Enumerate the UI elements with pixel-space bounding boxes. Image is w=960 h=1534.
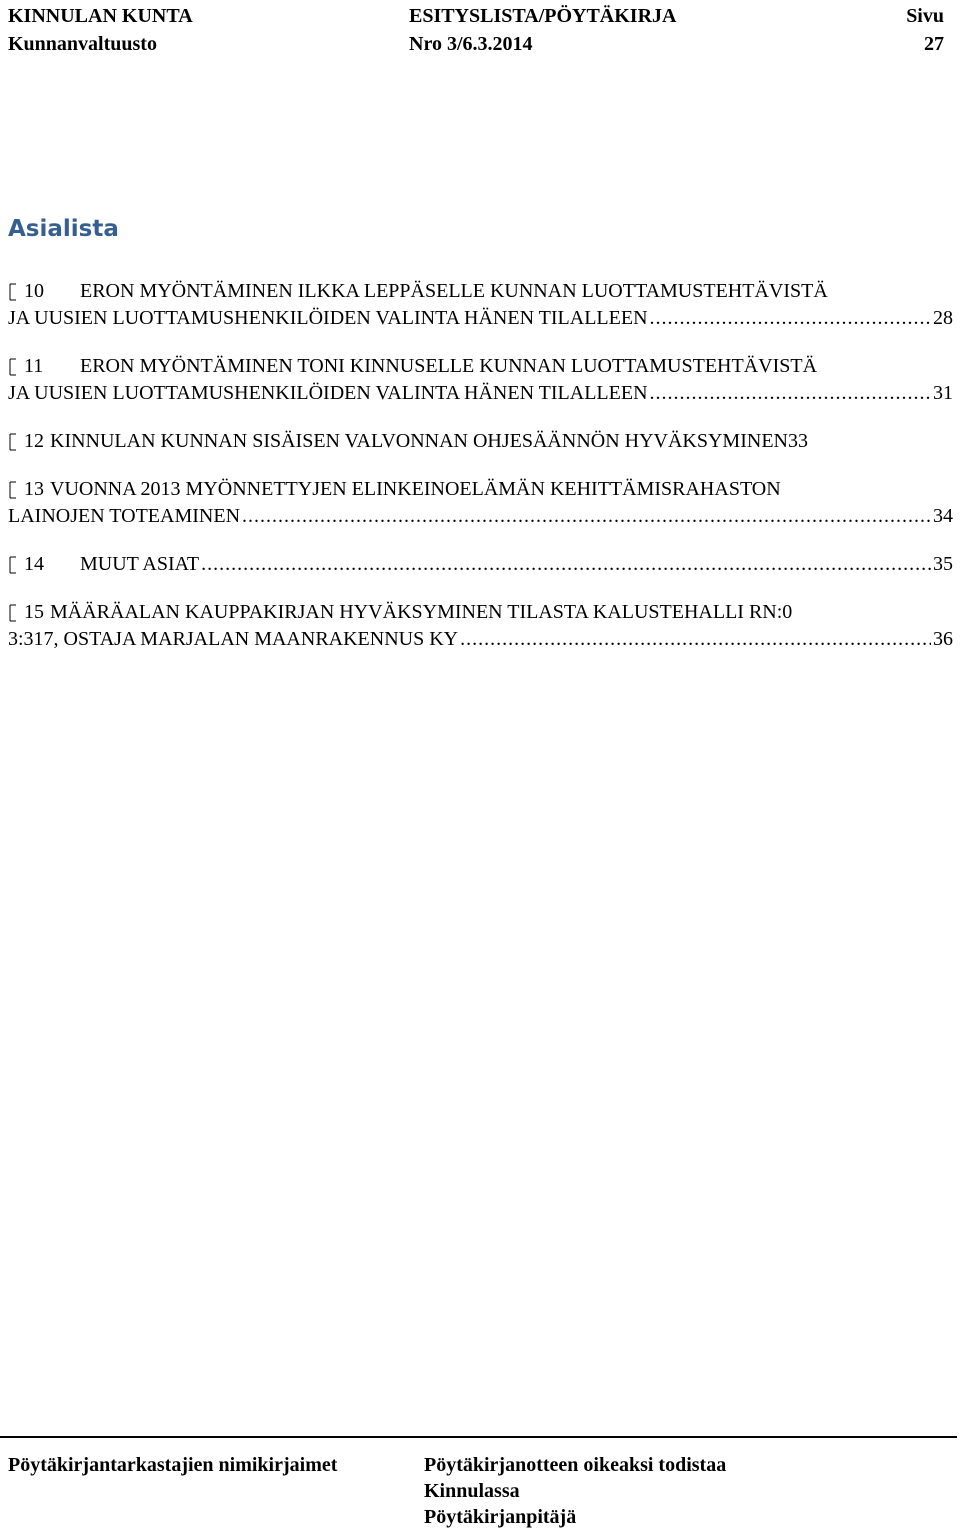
dot-leader	[242, 503, 931, 530]
department-name: Kunnanvaltuusto	[8, 33, 157, 55]
dot-leader	[650, 380, 931, 407]
toc-entry[interactable]	[8, 551, 953, 578]
table-of-contents	[8, 278, 953, 674]
toc-entry-title-line2: 3:317, OSTAJA MARJALAN MAANRAKENNUS KY	[8, 628, 459, 650]
toc-entry[interactable]	[8, 353, 953, 407]
toc-entry-number: 10	[24, 280, 44, 302]
toc-entry-title-line2: JA UUSIEN LUOTTAMUSHENKILÖIDEN VALINTA HÄNEN TILALLEEN	[8, 307, 648, 329]
toc-entry-page: 31	[933, 382, 953, 404]
toc-entry-page: 34	[933, 505, 953, 527]
toc-entry-title-line1: KINNULAN KUNNAN SISÄISEN VALVONNAN OHJESÄÄNNÖN HYVÄKSYMINEN	[50, 430, 788, 452]
dot-leader	[201, 551, 931, 578]
toc-entry-number: 13	[24, 478, 44, 500]
page-number: 27	[924, 33, 944, 55]
toc-entry-number: 14	[24, 553, 44, 575]
toc-entry-title-line1: MÄÄRÄALAN KAUPPAKIRJAN HYVÄKSYMINEN TILASTA KALUSTEHALLI RN:0	[50, 601, 793, 623]
section-mark-icon	[7, 283, 17, 301]
dot-leader	[460, 626, 931, 653]
toc-entry[interactable]	[8, 428, 953, 455]
section-mark-icon	[7, 358, 17, 376]
minutes-keeper-label: Pöytäkirjanpitäjä	[424, 1506, 577, 1528]
toc-entry-title-line1: ERON MYÖNTÄMINEN ILKKA LEPPÄSELLE KUNNAN LUOTTAMUSTEHTÄVISTÄ	[80, 280, 828, 302]
document-type: ESITYSLISTA/PÖYTÄKIRJA	[409, 5, 677, 27]
section-mark-icon	[7, 481, 17, 499]
page-header	[0, 0, 960, 70]
toc-entry[interactable]	[8, 278, 953, 332]
toc-entry-title-line2: JA UUSIEN LUOTTAMUSHENKILÖIDEN VALINTA HÄNEN TILALLEEN	[8, 382, 648, 404]
footer-divider	[0, 1436, 957, 1438]
toc-entry-title-line2: LAINOJEN TOTEAMINEN	[8, 505, 241, 527]
section-mark-icon	[7, 556, 17, 574]
inspectors-initials-label: Pöytäkirjantarkastajien nimikirjaimet	[8, 1454, 338, 1476]
toc-heading: Asialista	[8, 216, 119, 242]
toc-entry-title-line1: MUUT ASIAT	[80, 553, 200, 575]
section-mark-icon	[7, 604, 17, 622]
toc-entry-page: 28	[933, 307, 953, 329]
toc-entry-title-line1: VUONNA 2013 MYÖNNETTYJEN ELINKEINOELÄMÄN KEHITTÄMISRAHASTON	[50, 478, 781, 500]
toc-entry-title-line1: ERON MYÖNTÄMINEN TONI KINNUSELLE KUNNAN LUOTTAMUSTEHTÄVISTÄ	[80, 355, 818, 377]
page-label: Sivu	[906, 5, 944, 27]
toc-entry-page: 35	[933, 553, 953, 575]
toc-entry-number: 12	[24, 430, 44, 452]
toc-entry[interactable]	[8, 476, 953, 530]
toc-entry-number: 15	[24, 601, 44, 623]
meeting-number: Nro 3/6.3.2014	[409, 33, 533, 55]
toc-entry-page: 36	[933, 628, 953, 650]
certification-place: Kinnulassa	[424, 1480, 520, 1502]
toc-entry[interactable]	[8, 599, 953, 653]
organization-name: KINNULAN KUNTA	[8, 5, 193, 27]
section-mark-icon	[7, 433, 17, 451]
certification-label: Pöytäkirjanotteen oikeaksi todistaa	[424, 1454, 727, 1476]
toc-entry-page: 33	[787, 430, 808, 452]
toc-entry-number: 11	[24, 355, 44, 377]
dot-leader	[650, 305, 931, 332]
